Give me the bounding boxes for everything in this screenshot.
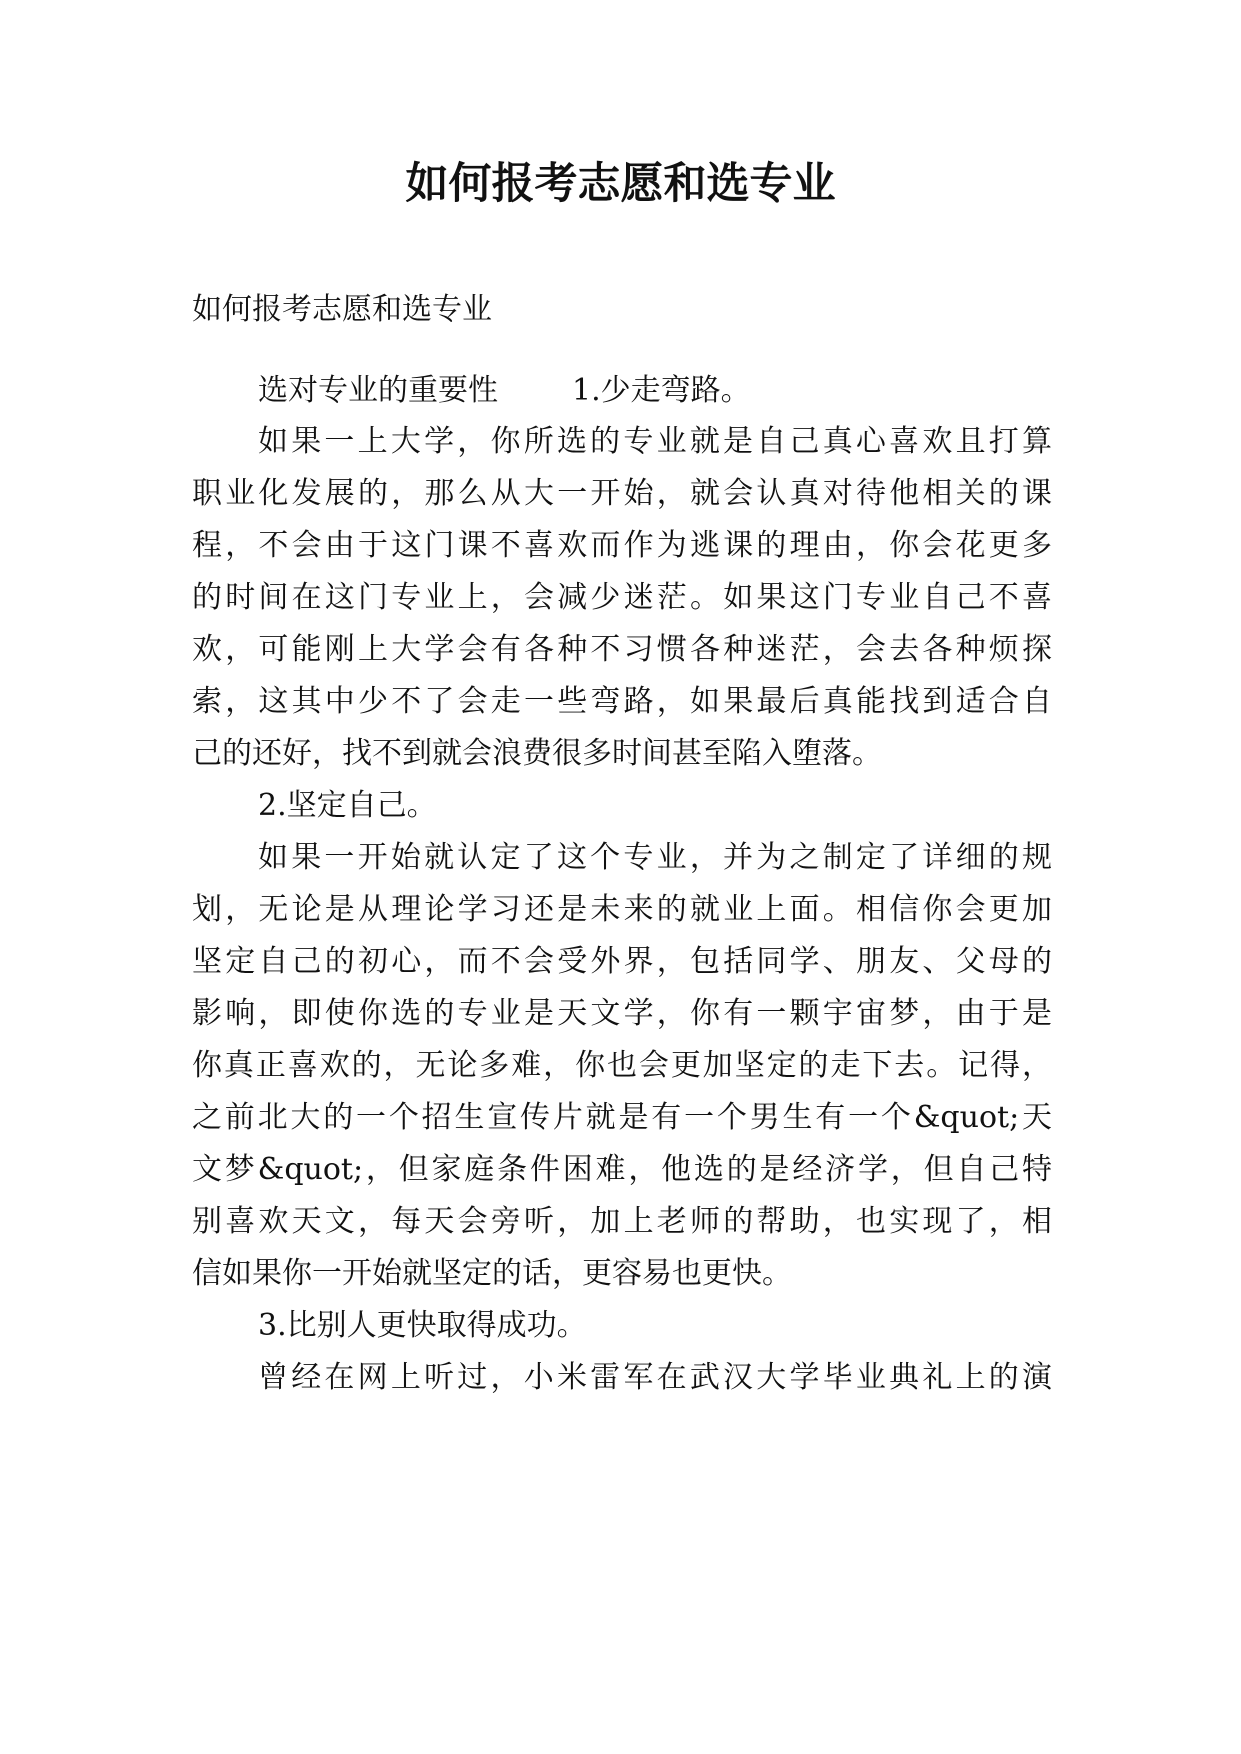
intro-heading: 选对专业的重要性 xyxy=(258,373,498,408)
paragraph-2-line: 你真正喜欢的，无论多难，你也会更加坚定的走下去。记得， xyxy=(192,1048,1052,1083)
paragraph-2-line: 文梦&quot;，但家庭条件困难，他选的是经济学，但自己特 xyxy=(192,1152,1052,1187)
paragraph-2-line: 坚定自己的初心，而不会受外界，包括同学、朋友、父母的 xyxy=(192,944,1052,979)
paragraph-1-line: 索，这其中少不了会走一些弯路，如果最后真能找到适合自 xyxy=(192,684,1052,719)
intro-point: 1.少走弯路。 xyxy=(572,373,751,408)
paragraph-1-line: 的时间在这门专业上，会减少迷茫。如果这门专业自己不喜 xyxy=(192,580,1052,615)
paragraph-2-line: 划，无论是从理论学习还是未来的就业上面。相信你会更加 xyxy=(192,892,1052,927)
paragraph-1-line: 欢，可能刚上大学会有各种不习惯各种迷茫，会去各种烦探 xyxy=(192,632,1052,667)
paragraph-3-line: 曾经在网上听过，小米雷军在武汉大学毕业典礼上的演 xyxy=(258,1360,1052,1395)
paragraph-1-line: 程，不会由于这门课不喜欢而作为逃课的理由，你会花更多 xyxy=(192,528,1052,563)
paragraph-1-line: 己的还好，找不到就会浪费很多时间甚至陷入堕落。 xyxy=(192,736,882,771)
document-title: 如何报考志愿和选专业 xyxy=(405,159,836,209)
paragraph-2-line: 信如果你一开始就坚定的话，更容易也更快。 xyxy=(192,1256,792,1291)
point-3-heading: 3.比别人更快取得成功。 xyxy=(258,1308,587,1343)
paragraph-2-line: 如果一开始就认定了这个专业，并为之制定了详细的规 xyxy=(258,840,1052,875)
paragraph-2-line: 影响，即使你选的专业是天文学，你有一颗宇宙梦，由于是 xyxy=(192,996,1052,1031)
paragraph-1-line: 如果一上大学，你所选的专业就是自己真心喜欢且打算 xyxy=(258,424,1052,459)
paragraph-2-line: 之前北大的一个招生宣传片就是有一个男生有一个&quot;天 xyxy=(192,1100,1052,1135)
paragraph-1-line: 职业化发展的，那么从大一开始，就会认真对待他相关的课 xyxy=(192,476,1052,511)
intro-line xyxy=(258,371,1052,411)
document-subtitle: 如何报考志愿和选专业 xyxy=(192,292,492,327)
paragraph-2-line: 别喜欢天文，每天会旁听，加上老师的帮助，也实现了，相 xyxy=(192,1204,1052,1239)
point-2-heading: 2.坚定自己。 xyxy=(258,788,437,823)
